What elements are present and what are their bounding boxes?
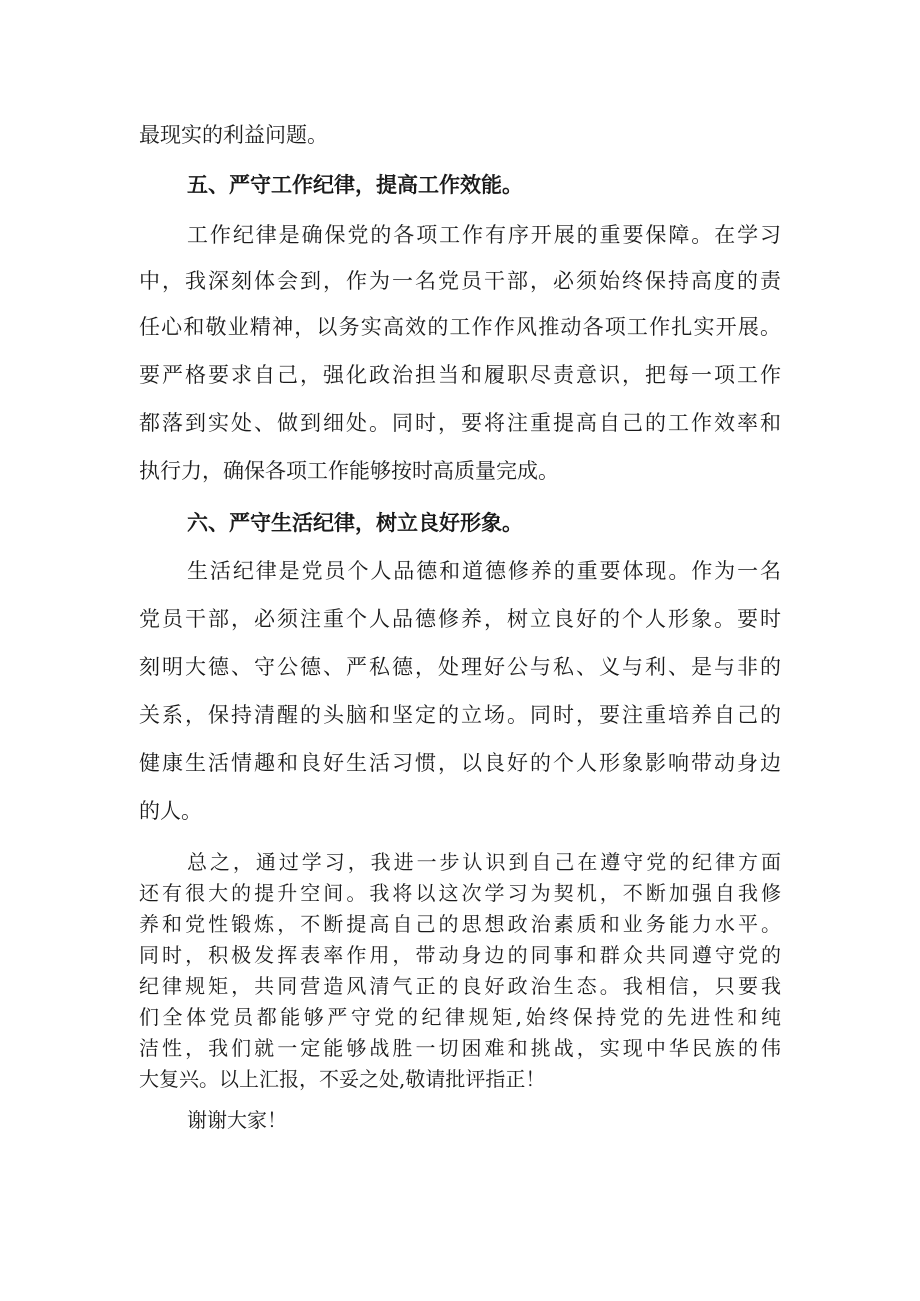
paragraph-line: 洁性，我们就一定能够战胜一切困难和挑战，实现中华民族的伟 — [139, 1036, 781, 1060]
paragraph-line: 党员干部，必须注重个人品德修养，树立良好的个人形象。要时 — [139, 607, 781, 631]
paragraph-line: 要严格要求自己，强化政治担当和履职尽责意识，把每一项工作 — [139, 363, 781, 387]
paragraph-line: 养和党性锻炼，不断提高自己的思想政治素质和业务能力水平。 — [139, 912, 781, 936]
closing-line: 谢谢大家！ — [187, 1108, 287, 1132]
paragraph-line: 还有很大的提升空间。我将以这次学习为契机，不断加强自我修 — [139, 881, 781, 905]
paragraph-line: 大复兴。以上汇报，不妥之处,敬请批评指正！ — [139, 1067, 546, 1091]
paragraph-line: 任心和敬业精神，以务实高效的工作作风推动各项工作扎实开展。 — [139, 315, 781, 339]
paragraph-line: 工作纪律是确保党的各项工作有序开展的重要保障。在学习 — [187, 223, 781, 247]
paragraph-line: 中，我深刻体会到，作为一名党员干部，必须始终保持高度的责 — [139, 269, 781, 293]
section-heading-six: 六、严守生活纪律，树立良好形象。 — [187, 511, 523, 535]
paragraph-line: 执行力，确保各项工作能够按时高质量完成。 — [139, 459, 559, 483]
paragraph-line: 关系，保持清醒的头脑和坚定的立场。同时，要注重培养自己的 — [139, 703, 781, 727]
paragraph-line: 总之，通过学习，我进一步认识到自己在遵守党的纪律方面 — [187, 850, 781, 874]
paragraph-line: 都落到实处、做到细处。同时，要将注重提高自己的工作效率和 — [139, 411, 781, 435]
paragraph-line: 同时，积极发挥表率作用，带动身边的同事和群众共同遵守党的 — [139, 943, 781, 967]
paragraph-line: 们全体党员都能够严守党的纪律规矩,始终保持党的先进性和纯 — [139, 1005, 781, 1029]
paragraph-line: 纪律规矩，共同营造风清气正的良好政治生态。我相信，只要我 — [139, 974, 781, 998]
section-heading-five: 五、严守工作纪律，提高工作效能。 — [187, 173, 523, 197]
paragraph-line: 健康生活情趣和良好生活习惯，以良好的个人形象影响带动身边 — [139, 751, 781, 775]
paragraph-line: 刻明大德、守公德、严私德，处理好公与私、义与利、是与非的 — [139, 655, 781, 679]
paragraph-line: 的人。 — [139, 799, 202, 823]
paragraph-line: 生活纪律是党员个人品德和道德修养的重要体现。作为一名 — [187, 559, 781, 583]
text-line: 最现实的利益问题。 — [139, 123, 328, 147]
